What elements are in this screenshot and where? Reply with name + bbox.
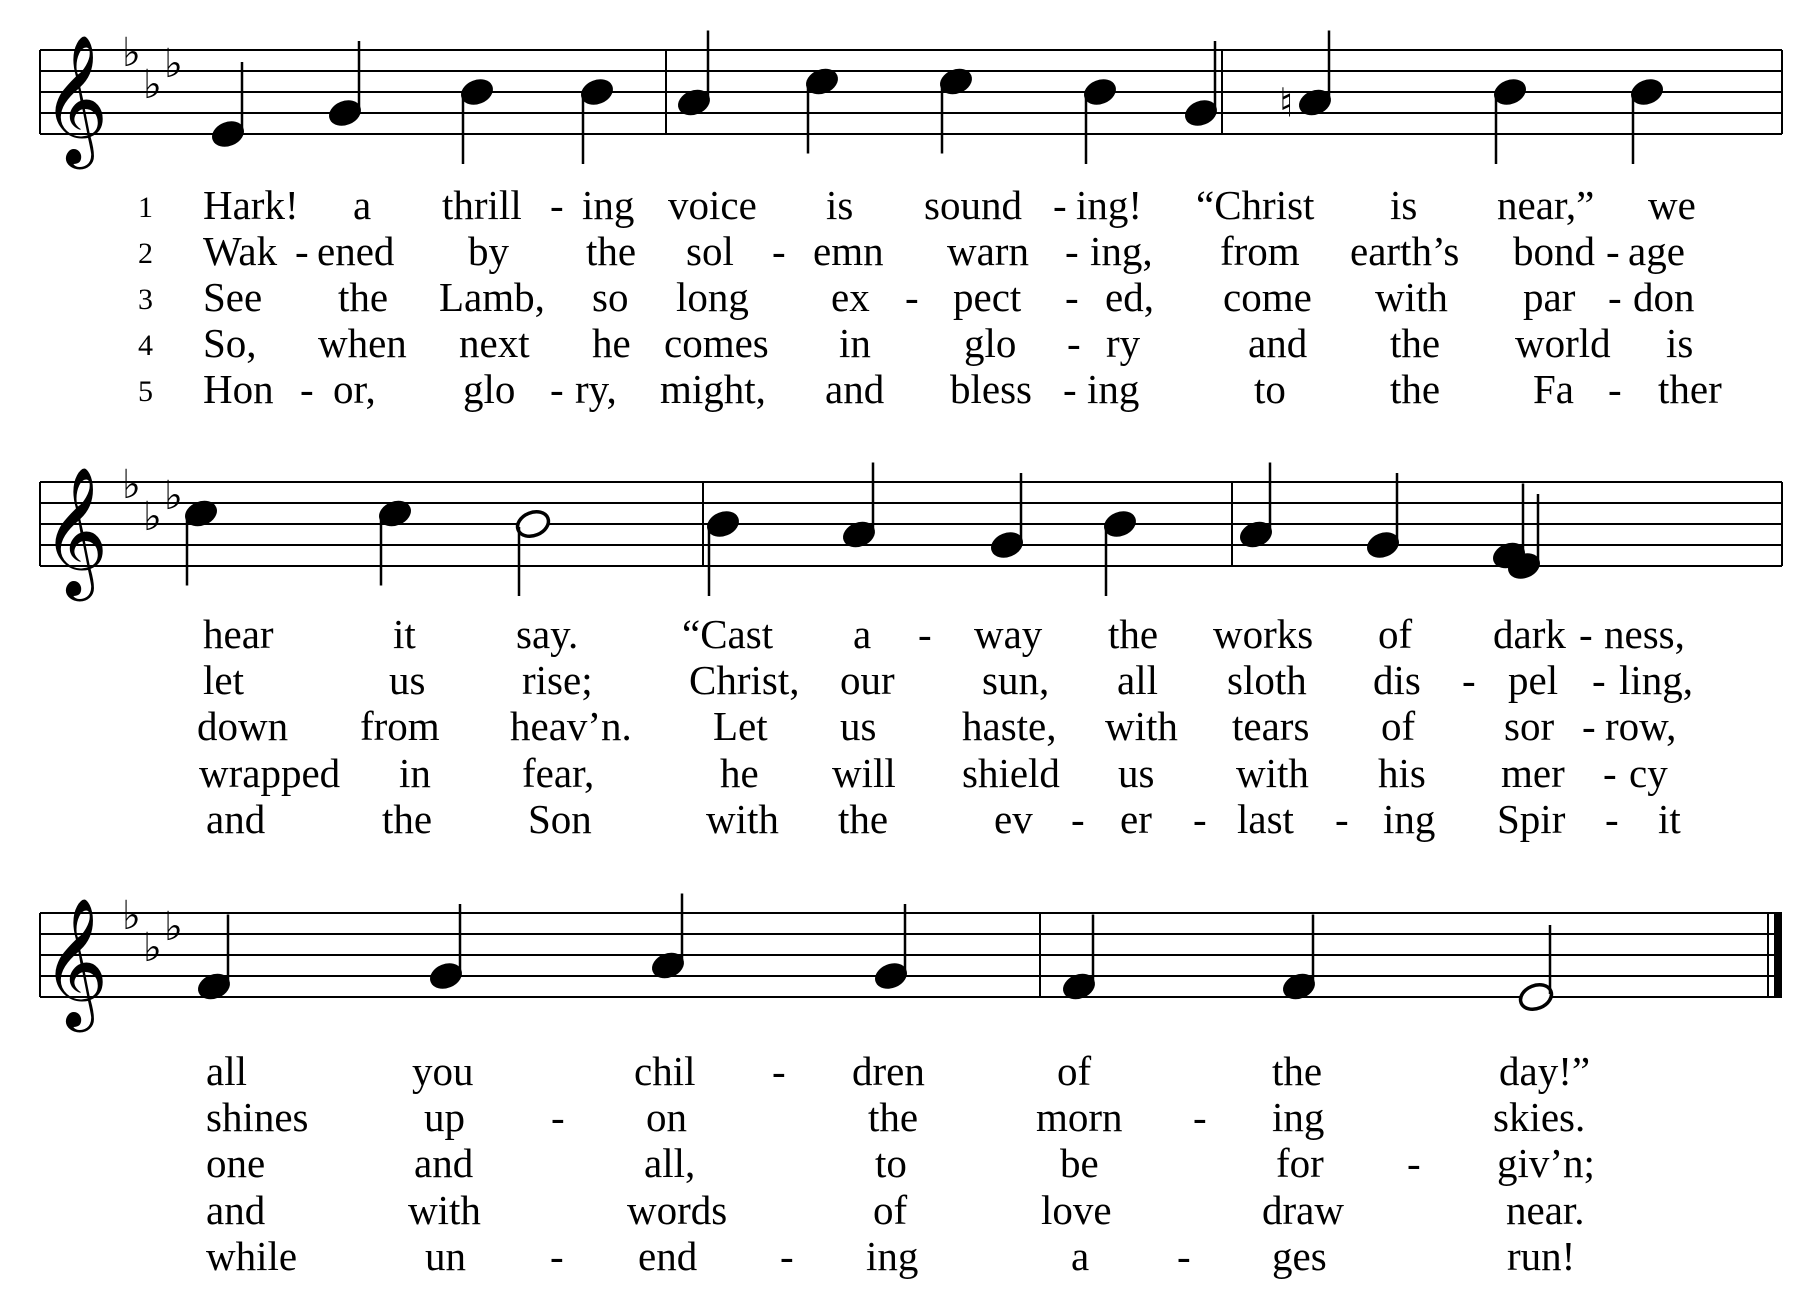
lyric-syllable: -: [1407, 1140, 1421, 1186]
lyric-syllable: and: [1248, 320, 1308, 366]
flat-icon: ♭: [164, 41, 183, 87]
lyric-syllable: So,: [203, 320, 257, 366]
lyric-syllable: all: [1117, 657, 1158, 703]
lyric-syllable: might,: [660, 366, 766, 412]
lyric-syllable: -: [1603, 750, 1617, 796]
lyric-syllable: or,: [333, 366, 376, 412]
lyric-syllable: the: [1272, 1048, 1323, 1094]
lyric-syllable: ing!: [1076, 182, 1143, 228]
lyric-syllable: morn: [1036, 1094, 1123, 1140]
lyric-syllable: from: [1220, 228, 1300, 274]
lyric-syllable: with: [1375, 274, 1448, 320]
lyric-syllable: run!: [1507, 1233, 1576, 1279]
lyric-syllable: it: [1658, 796, 1681, 842]
lyric-syllable: with: [1105, 703, 1178, 749]
lyric-syllable: heav’n.: [510, 703, 632, 749]
lyric-syllable: the: [868, 1094, 919, 1140]
lyric-syllable: is: [826, 182, 854, 228]
lyric-syllable: end: [638, 1233, 698, 1279]
lyric-syllable: -: [905, 274, 919, 320]
lyric-syllable: ing: [1272, 1094, 1325, 1140]
lyric-syllable: world: [1515, 320, 1611, 366]
lyric-syllable: rise;: [522, 657, 593, 703]
lyric-syllable: Son: [528, 796, 592, 842]
lyric-syllable: and: [206, 796, 266, 842]
lyrics-system-2: [197, 611, 1693, 842]
lyric-syllable: earth’s: [1350, 228, 1460, 274]
lyric-syllable: pect: [953, 274, 1022, 320]
lyric-syllable: giv’n;: [1497, 1140, 1595, 1186]
lyric-syllable: the: [1390, 366, 1441, 412]
staff-system-3: [40, 893, 1782, 1033]
lyric-syllable: ing: [866, 1233, 919, 1279]
flat-icon: ♭: [164, 473, 183, 519]
lyric-syllable: he: [592, 320, 631, 366]
lyric-syllable: ry,: [575, 366, 617, 412]
lyric-syllable: with: [408, 1187, 481, 1233]
lyric-syllable: you: [412, 1048, 474, 1094]
flat-icon: ♭: [122, 893, 141, 939]
lyric-syllable: See: [203, 274, 263, 320]
flat-icon: ♭: [122, 462, 141, 508]
lyric-syllable: Hark!: [203, 182, 299, 228]
lyric-syllable: -: [550, 182, 564, 228]
lyric-syllable: Lamb,: [439, 274, 545, 320]
lyric-syllable: long: [676, 274, 749, 320]
lyric-syllable: -: [551, 1094, 565, 1140]
lyric-syllable: will: [832, 750, 896, 796]
lyric-syllable: draw: [1262, 1187, 1344, 1233]
flat-icon: ♭: [122, 30, 141, 76]
lyric-syllable: Fa: [1533, 366, 1574, 412]
final-barline: [1774, 913, 1782, 997]
lyric-syllable: let: [203, 657, 244, 703]
lyric-syllable: with: [1236, 750, 1309, 796]
lyric-syllable: -: [1063, 366, 1077, 412]
lyric-syllable: -: [1462, 657, 1476, 703]
lyric-syllable: Wak: [203, 228, 278, 274]
lyric-syllable: -: [1193, 796, 1207, 842]
lyric-syllable: ened: [317, 228, 395, 274]
lyric-syllable: wrapped: [199, 750, 341, 796]
lyric-syllable: er: [1120, 796, 1152, 842]
lyrics-system-1: [138, 182, 1722, 412]
key-signature: [122, 462, 183, 540]
lyric-syllable: fear,: [522, 750, 595, 796]
lyric-syllable: the: [1108, 611, 1159, 657]
lyric-syllable: up: [424, 1094, 465, 1140]
lyric-syllable: the: [1390, 320, 1441, 366]
lyric-syllable: works: [1213, 611, 1314, 657]
lyric-syllable: voice: [668, 182, 757, 228]
lyric-syllable: and: [414, 1140, 474, 1186]
lyric-syllable: for: [1276, 1140, 1324, 1186]
lyric-syllable: it: [393, 611, 416, 657]
lyric-syllable: of: [1057, 1048, 1092, 1094]
lyric-syllable: -: [780, 1233, 794, 1279]
lyric-syllable: -: [1608, 274, 1622, 320]
lyric-syllable: cy: [1629, 750, 1668, 796]
lyric-syllable: us: [840, 703, 877, 749]
lyric-syllable: -: [1579, 611, 1593, 657]
lyric-syllable: of: [1381, 703, 1416, 749]
verse-number: 1: [138, 191, 153, 224]
lyric-syllable: -: [1177, 1233, 1191, 1279]
lyric-syllable: all: [206, 1048, 247, 1094]
lyric-syllable: sor: [1504, 703, 1555, 749]
verse-number: 4: [138, 329, 153, 362]
lyric-syllable: us: [1118, 750, 1155, 796]
lyric-syllable: Hon: [203, 366, 274, 412]
lyric-syllable: bond: [1513, 228, 1595, 274]
lyric-syllable: our: [840, 657, 895, 703]
lyric-syllable: -: [772, 1048, 786, 1094]
lyric-syllable: so: [592, 274, 629, 320]
lyric-syllable: dis: [1373, 657, 1421, 703]
lyric-syllable: -: [1335, 796, 1349, 842]
lyric-syllable: Spir: [1497, 796, 1566, 842]
lyric-syllable: a: [853, 611, 872, 657]
lyric-syllable: dark: [1493, 611, 1566, 657]
lyric-syllable: -: [1053, 182, 1067, 228]
lyric-syllable: -: [300, 366, 314, 412]
lyric-syllable: -: [1065, 274, 1079, 320]
lyric-syllable: -: [918, 611, 932, 657]
lyric-syllable: in: [399, 750, 431, 796]
lyric-syllable: and: [825, 366, 885, 412]
lyric-syllable: day!”: [1499, 1048, 1591, 1094]
lyric-syllable: us: [389, 657, 426, 703]
lyric-syllable: -: [1606, 228, 1620, 274]
lyric-syllable: near.: [1506, 1187, 1585, 1233]
lyric-syllable: “Christ: [1196, 182, 1315, 228]
lyric-syllable: “Cast: [682, 611, 774, 657]
lyric-syllable: glo: [463, 366, 516, 412]
lyric-syllable: ges: [1272, 1233, 1327, 1279]
treble-clef-icon: 𝄞: [42, 897, 109, 1027]
lyric-syllable: is: [1390, 182, 1418, 228]
lyric-syllable: ed,: [1105, 274, 1154, 320]
lyric-syllable: Let: [713, 703, 768, 749]
lyric-syllable: is: [1666, 320, 1694, 366]
lyric-syllable: ing: [1383, 796, 1436, 842]
lyric-syllable: par: [1523, 274, 1576, 320]
staff-system-2: [40, 462, 1782, 602]
lyric-syllable: with: [706, 796, 779, 842]
lyric-syllable: age: [1628, 228, 1685, 274]
lyric-syllable: last: [1237, 796, 1294, 842]
treble-clef-icon: 𝄞: [42, 466, 109, 596]
lyric-syllable: comes: [664, 320, 769, 366]
lyric-syllable: warn: [947, 228, 1029, 274]
lyric-syllable: a: [353, 182, 372, 228]
lyric-syllable: by: [468, 228, 509, 274]
lyric-syllable: glo: [964, 320, 1017, 366]
lyric-syllable: sloth: [1227, 657, 1307, 703]
lyric-syllable: while: [206, 1233, 298, 1279]
lyric-syllable: -: [550, 1233, 564, 1279]
lyric-syllable: he: [720, 750, 759, 796]
lyric-syllable: in: [839, 320, 871, 366]
lyric-syllable: un: [425, 1233, 466, 1279]
lyric-syllable: sound: [924, 182, 1022, 228]
lyric-syllable: bless: [950, 366, 1032, 412]
lyric-syllable: ex: [831, 274, 870, 320]
lyric-syllable: pel: [1508, 657, 1559, 703]
lyric-syllable: ing: [1087, 366, 1140, 412]
lyric-syllable: the: [382, 796, 433, 842]
lyric-syllable: -: [1608, 366, 1622, 412]
lyric-syllable: of: [1378, 611, 1413, 657]
lyric-syllable: and: [206, 1187, 266, 1233]
lyric-syllable: near,”: [1497, 182, 1595, 228]
lyric-syllable: Christ,: [689, 657, 800, 703]
verse-number: 3: [138, 283, 153, 316]
lyric-syllable: come: [1223, 274, 1312, 320]
natural-icon: ♮: [1279, 80, 1294, 127]
lyric-syllable: way: [974, 611, 1043, 657]
lyric-syllable: a: [1071, 1233, 1090, 1279]
lyric-syllable: we: [1648, 182, 1696, 228]
lyric-syllable: -: [1605, 796, 1619, 842]
lyric-syllable: -: [1592, 657, 1606, 703]
lyric-syllable: emn: [813, 228, 884, 274]
lyric-syllable: -: [1065, 228, 1079, 274]
verse-number: 5: [138, 375, 153, 408]
lyric-syllable: -: [1582, 703, 1596, 749]
lyric-syllable: his: [1378, 750, 1426, 796]
flat-icon: ♭: [164, 904, 183, 950]
key-signature: [122, 893, 183, 971]
lyric-syllable: ther: [1658, 366, 1722, 412]
lyric-syllable: skies.: [1493, 1094, 1586, 1140]
flat-icon: ♭: [143, 62, 162, 108]
lyric-syllable: don: [1633, 274, 1695, 320]
key-signature: [122, 30, 183, 108]
lyric-syllable: when: [318, 320, 407, 366]
staff-lines: [40, 913, 1782, 997]
lyric-syllable: of: [873, 1187, 908, 1233]
lyric-syllable: dren: [852, 1048, 925, 1094]
lyric-syllable: mer: [1501, 750, 1565, 796]
lyric-syllable: ev: [994, 796, 1033, 842]
note-group: [195, 894, 1782, 1014]
lyric-syllable: all,: [644, 1140, 696, 1186]
lyric-syllable: one: [206, 1140, 266, 1186]
lyric-syllable: ness,: [1604, 611, 1685, 657]
lyric-syllable: ry: [1106, 320, 1141, 366]
lyric-syllable: sun,: [982, 657, 1050, 703]
lyric-syllable: ing: [582, 182, 635, 228]
lyric-syllable: be: [1060, 1140, 1099, 1186]
lyric-syllable: the: [838, 796, 889, 842]
lyric-syllable: -: [1193, 1094, 1207, 1140]
treble-clef-icon: 𝄞: [42, 34, 109, 164]
lyric-syllable: down: [197, 703, 289, 749]
lyric-syllable: shield: [962, 750, 1060, 796]
flat-icon: ♭: [143, 925, 162, 971]
lyric-syllable: -: [1071, 796, 1085, 842]
lyric-syllable: hear: [203, 611, 274, 657]
lyric-syllable: on: [646, 1094, 687, 1140]
flat-icon: ♭: [143, 494, 162, 540]
lyric-syllable: sol: [686, 228, 734, 274]
lyric-syllable: thrill: [442, 182, 522, 228]
staff-system-1: [40, 30, 1782, 170]
lyric-syllable: shines: [206, 1094, 309, 1140]
lyric-syllable: words: [627, 1187, 728, 1233]
lyric-syllable: ing,: [1090, 228, 1153, 274]
lyric-syllable: from: [360, 703, 440, 749]
lyric-syllable: love: [1041, 1187, 1112, 1233]
lyric-syllable: -: [550, 366, 564, 412]
lyric-syllable: -: [295, 228, 309, 274]
lyric-syllable: the: [586, 228, 637, 274]
lyric-syllable: haste,: [962, 703, 1057, 749]
lyric-syllable: ling,: [1619, 657, 1694, 703]
lyric-syllable: tears: [1232, 703, 1310, 749]
lyric-syllable: next: [459, 320, 530, 366]
lyric-syllable: -: [772, 228, 786, 274]
lyrics-system-3: [206, 1048, 1595, 1279]
lyric-syllable: say.: [516, 611, 579, 657]
lyric-syllable: row,: [1605, 703, 1677, 749]
lyric-syllable: to: [875, 1140, 907, 1186]
lyric-syllable: to: [1254, 366, 1286, 412]
lyric-syllable: chil: [634, 1048, 696, 1094]
lyric-syllable: the: [338, 274, 389, 320]
verse-number: 2: [138, 237, 153, 270]
lyric-syllable: -: [1067, 320, 1081, 366]
